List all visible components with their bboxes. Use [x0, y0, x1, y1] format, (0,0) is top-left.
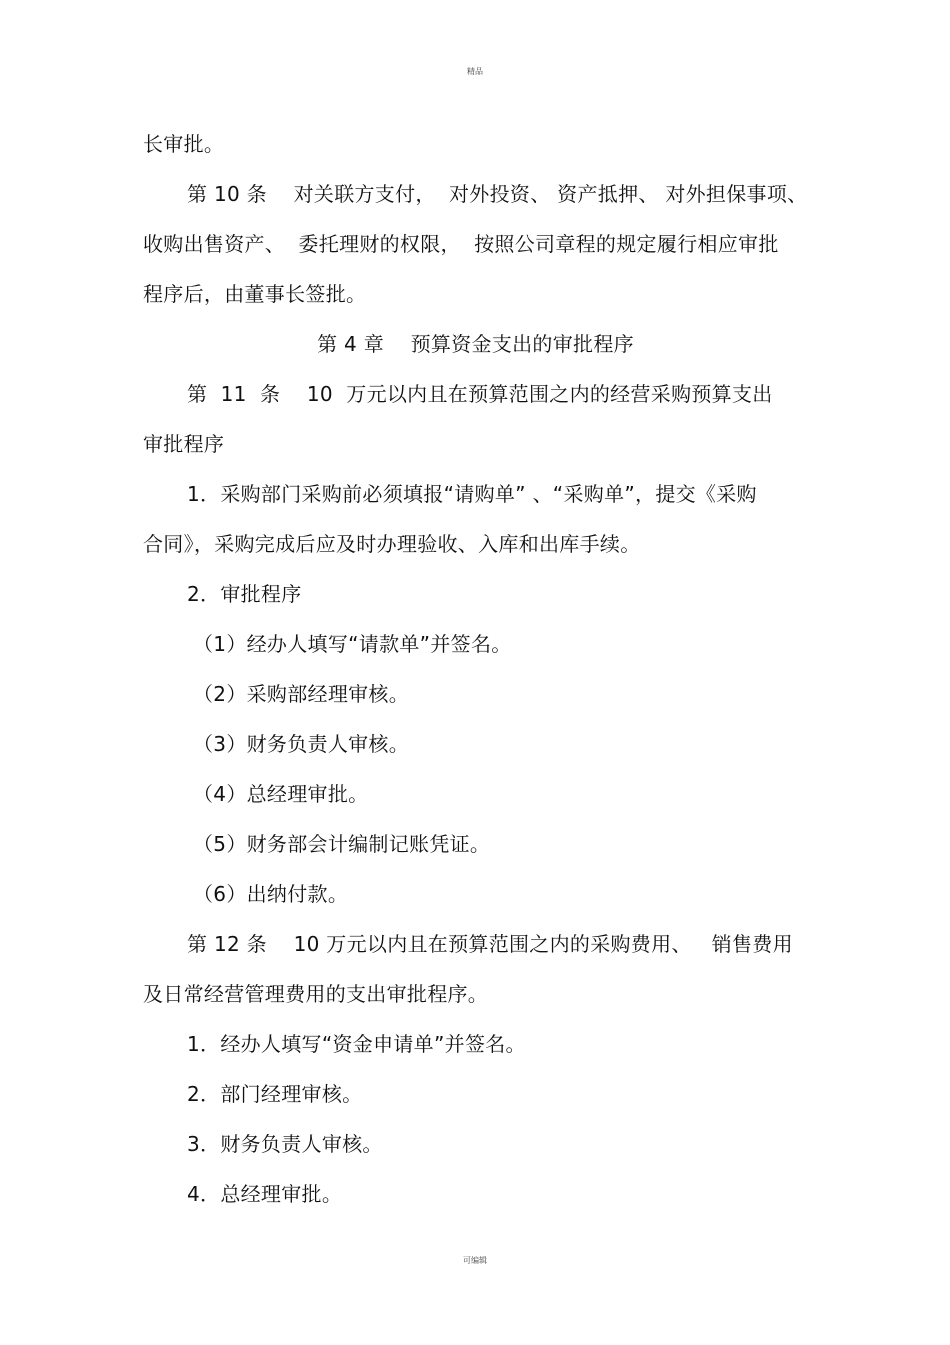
list-item: 3．财务负责人审核。: [187, 1132, 383, 1156]
article-11-heading: 第 11 条 10 万元以内且在预算范围之内的经营采购预算支出: [187, 382, 773, 406]
sub-list-item: （6）出纳付款。: [193, 882, 349, 906]
list-item: 2．部门经理审核。: [187, 1082, 363, 1106]
list-item: 1．经办人填写“资金申请单”并签名。: [187, 1032, 526, 1056]
text-line: 及日常经营管理费用的支出审批程序。: [143, 982, 489, 1006]
text-line: 合同》，采购完成后应及时办理验收、入库和出库手续。: [143, 532, 641, 556]
article-10-heading: 第 10 条 对关联方支付， 对外投资、 资产抵押、 对外担保事项、: [187, 182, 808, 206]
sub-list-item: （1）经办人填写“请款单”并签名。: [193, 632, 512, 656]
sub-list-item: （2）采购部经理审核。: [193, 682, 410, 706]
text-line: 收购出售资产、 委托理财的权限， 按照公司章程的规定履行相应审批: [143, 232, 779, 256]
article-12-heading: 第 12 条 10 万元以内且在预算范围之内的采购费用、 销售费用: [187, 932, 793, 956]
list-item: 2．审批程序: [187, 582, 302, 606]
sub-list-item: （3）财务负责人审核。: [193, 732, 410, 756]
text-line: 长审批。: [143, 132, 225, 156]
sub-list-item: （4）总经理审批。: [193, 782, 369, 806]
text-line: 程序后，由董事长签批。: [143, 282, 367, 306]
sub-list-item: （5）财务部会计编制记账凭证。: [193, 832, 491, 856]
header-mark: 精品: [467, 67, 483, 76]
chapter-4-title: 第 4 章 预算资金支出的审批程序: [317, 332, 634, 356]
list-item: 1．采购部门采购前必须填报“请购单” 、“采购单”，提交《采购: [187, 482, 757, 506]
text-line: 审批程序: [143, 432, 225, 456]
document-body: [143, 126, 808, 1226]
footer-mark: 可编辑: [463, 1256, 487, 1265]
list-item: 4．总经理审批。: [187, 1182, 343, 1206]
